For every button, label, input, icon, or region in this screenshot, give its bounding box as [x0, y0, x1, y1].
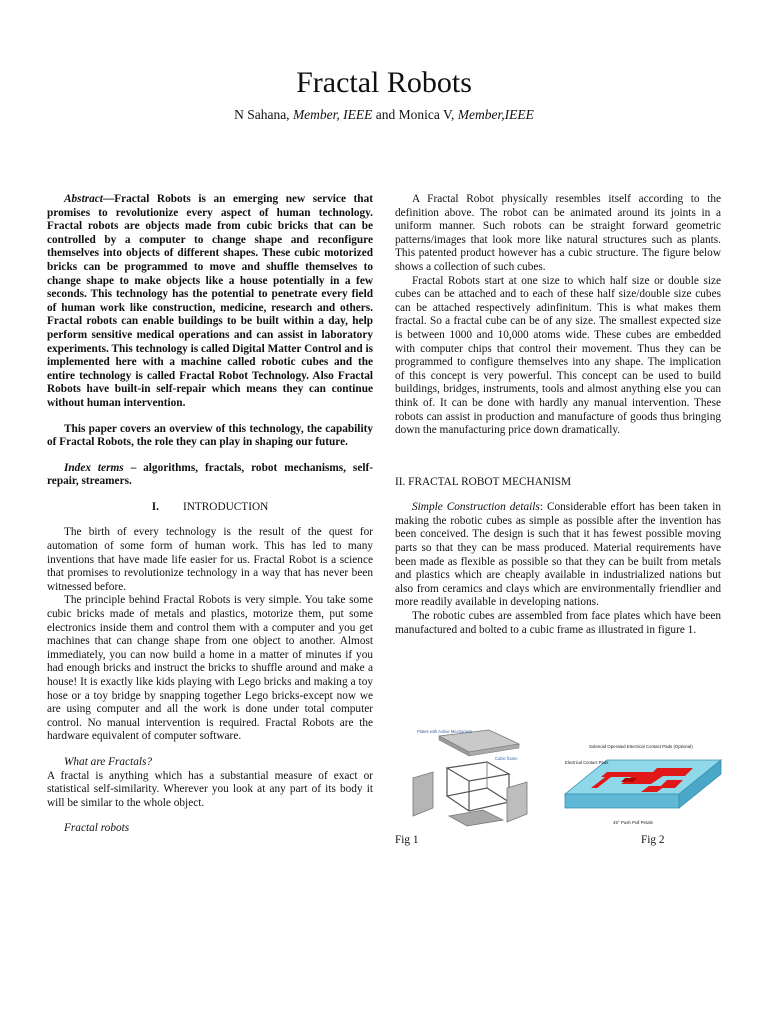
abstract-text: —Fractal Robots is an emerging new service that promises to revolutionize every aspect of human technology. Fractal robots are objects made from cubic bricks that can be controlled by a computer to change shape and reconfigure themselves into objects of different shapes. These cubic motorized bricks can be programmed to move and shuffle themselves to change shape to make objects like a house potentially in a few seconds. This technology has the potential to penetrate every field of human work like construction, medicine, research and others. Fractal robots can enable buildings to be built within a day, help perform sensitive medical operations and can assist in laboratory experiments. This technology is called Digital Matter Control and is implemented here with a machine called robotic cubes and the entire technology is called Fractal Robot Technology. Also Fractal Robots have built-in self-repair which means they can continue without human intervention.: [47, 193, 373, 409]
right-paragraph-1: A Fractal Robot physically resembles itself according to the definition above. The robot can be animated around its joints in a uniform manner. Such robots can be straight forward geometric patterns/images that look more like natural structures such as plants. This patented product however has a cubic structure. The figure below shows a collection of such cubes.: [395, 193, 721, 273]
figure-row: [395, 726, 725, 831]
abstract: [47, 193, 373, 411]
abstract-label: Abstract: [64, 193, 103, 205]
fractal-robots-heading: [47, 822, 373, 836]
section-1-number: I.: [151, 500, 159, 513]
figure-2-label-top: Solenoid Operated Electrical Contact Pads (Optional): [589, 744, 693, 749]
right-column: [395, 193, 721, 637]
intro-paragraph-2: The principle behind Fractal Robots is very simple. You take some cubic bricks made of metals and plastics, motorize them, put some electronics inside them and control them with a computer and you get machines that can change shape from one object to another. Almost immediately, you can now build a home in a matter of minutes if you had enough bricks and instruct the bricks to shuffle around and make a house! It is exactly like kids playing with Lego bricks and making a toy hose or a toy bridge by snapping together Lego bricks-except now we are using computer and all the work is done under total computer control. No manual intervention is required. Fractal Robots are the hardware equivalent of computer software.: [47, 594, 373, 743]
author-1: N Sahana,: [234, 107, 293, 122]
intro-paragraph-1: The birth of every technology is the result of the quest for automation of some form of human work. This has led to many inventions that have made life easier for us. Fractal Robot is a science that promises to revolutionize technology in a way that has never been witnessed before.: [47, 526, 373, 593]
author-line: [0, 106, 768, 123]
index-terms-text: – algorithms, fractals, robot mechanisms, self-repair, streamers.: [47, 461, 374, 488]
figure-2-caption: Fig 2: [641, 834, 665, 846]
paper-title: Fractal Robots: [296, 66, 472, 99]
construction-details-label: Simple Construction details: [412, 501, 540, 514]
author-2-role: Member,IEEE: [457, 107, 534, 122]
figure-2-contact-pads-illustration: [561, 740, 725, 836]
left-column: [47, 193, 373, 836]
author-2: and Monica V,: [372, 107, 458, 122]
what-are-fractals-heading: [47, 756, 373, 770]
abstract-paragraph-2: This paper covers an overview of this technology, the capability of Fractal Robots, the role they can play in shaping our future.: [47, 422, 373, 449]
figure-1-label-frame: Cubic frame: [495, 756, 518, 761]
section-1-heading: [47, 501, 373, 515]
what-are-fractals-text: A fractal is anything which has a substantial measure of exact or statistical self-similarity. Wherever you look at any part of its body it will be similar to the whole object.: [47, 769, 373, 809]
right-paragraph-2: Fractal Robots start at one size to which half size or double size cubes can be attached and to each of these half size/double size cubes can be attached respectively adinfinitum. This is what makes them fractal. So a fractal cube can be of any size. The smallest expected size is between 1000 and 10,000 atoms wide. These cubes are embedded with computer chips that control their movement. Thus they can be programmed to configure themselves into any shape. The implication of this concept is very powerful. This concept can be used to build buildings, bridges, instruments, tools and almost anything else you can think of. It can be done with hardly any manual intervention. These robots can assist in production and manufacture of goods thus bringing down the manufacturing price down dramatically.: [395, 274, 721, 437]
figure-2-label-pads: Electrical Contact Pads: [565, 760, 609, 765]
index-terms: [47, 462, 373, 489]
construction-details-text: : Considerable effort has been taken in making the robotic cubes as simple as possible after the invention has been conceived. The design is such that it has fewest possible moving parts so that they can be mass produced. Material requirements have been made as flexible as possible so that they can be built from metals and plastics which are cheaply available in industrialized nations but also from ceramics and clays which are environmentally friendlier and more readily available in developing nations.: [395, 501, 721, 609]
author-1-role: Member, IEEE: [292, 107, 373, 122]
figure-1-label-plates: Plates with Active Mechanism: [417, 729, 473, 734]
construction-paragraph-2: The robotic cubes are assembled from face plates which have been manufactured and bolted to a cubic frame as illustrated in figure 1.: [395, 610, 721, 636]
section-2-heading: II. FRACTAL ROBOT MECHANISM: [395, 475, 572, 488]
construction-details: [395, 501, 721, 610]
figure-1-caption: Fig 1: [395, 834, 419, 846]
what-are-fractals-heading-text: What are Fractals?: [64, 755, 153, 768]
index-terms-label: Index terms: [64, 461, 124, 474]
section-1-title: INTRODUCTION: [182, 500, 269, 513]
figure-2-label-bottom: 45° Push Pull Petals: [613, 820, 653, 825]
fractal-robots-heading-text: Fractal robots: [64, 822, 130, 835]
figure-1-cube-illustration: [409, 726, 531, 828]
